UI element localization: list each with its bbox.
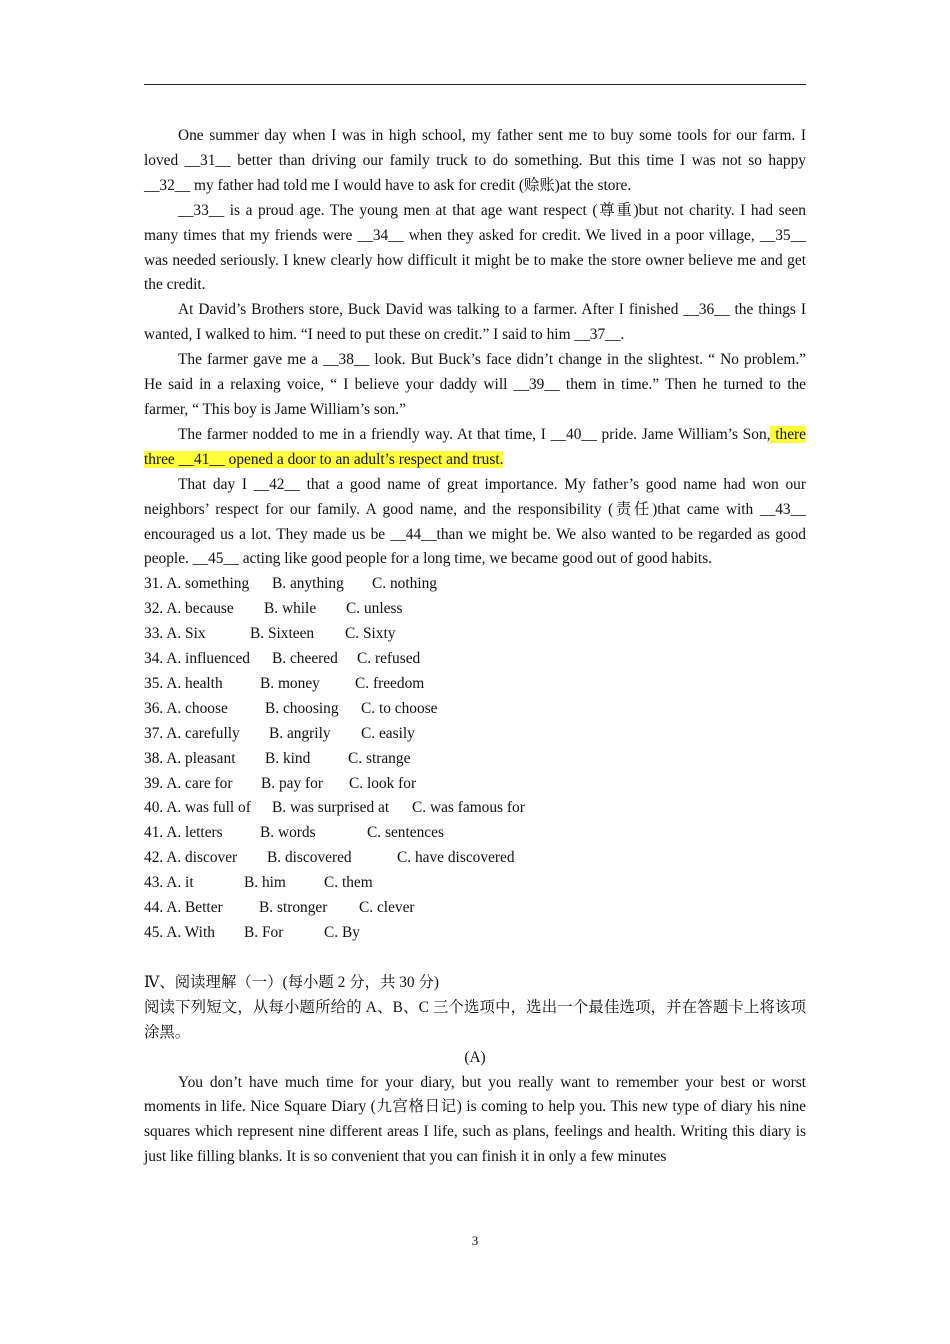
option-c: C. clever (359, 899, 415, 917)
option-c: C. strange (348, 749, 411, 767)
option-b: B. anything (272, 575, 344, 593)
option-row (144, 722, 806, 747)
option-c: C. freedom (355, 674, 425, 692)
paragraph-text: The farmer gave me a __38__ look. But Buck’s face didn’t change in the slightest. “ No problem.” He said in a relaxing voice, “ I believe your daddy will __39__ them in time.” Then he turned to the farmer, “ This boy is Jame William’s son.” (144, 351, 806, 418)
option-a: 41. A. letters (144, 824, 223, 842)
section-title: Ⅳ、阅读理解（一）(每小题 2 分，共 30 分) (144, 973, 439, 991)
reading-section (144, 971, 806, 1170)
option-row (144, 747, 806, 772)
option-row (144, 896, 806, 921)
option-a: 33. A. Six (144, 625, 206, 643)
option-c: C. By (324, 924, 360, 941)
paragraph-text: The farmer nodded to me in a friendly way. At that time, I __40__ pride. Jame William’s Son, (178, 425, 771, 443)
option-b: B. words (260, 824, 316, 842)
option-b: B. stronger (259, 899, 328, 917)
option-c: C. Sixty (345, 625, 396, 643)
option-a: 43. A. it (144, 874, 194, 892)
option-c: C. them (324, 874, 373, 892)
option-b: B. choosing (265, 699, 339, 717)
option-c: C. easily (361, 724, 415, 742)
passage-label: (A) (464, 1048, 486, 1066)
option-b: B. angrily (269, 724, 331, 742)
passage-paragraph-2 (144, 199, 806, 299)
passage-paragraph-5 (144, 423, 806, 473)
option-c: C. was famous for (412, 799, 525, 817)
option-c: C. refused (357, 650, 421, 668)
passage-paragraph-4 (144, 348, 806, 423)
option-b: B. while (264, 600, 317, 618)
option-a: 40. A. was full of (144, 799, 251, 817)
header-rule (144, 84, 806, 85)
option-row (144, 772, 806, 797)
option-b: B. was surprised at (272, 799, 390, 817)
option-row (144, 647, 806, 672)
option-a: 34. A. influenced (144, 650, 250, 668)
option-b: B. Sixteen (250, 625, 315, 643)
option-a: 45. A. With (144, 924, 215, 941)
option-c: C. look for (349, 774, 417, 792)
option-b: B. For (244, 924, 284, 941)
option-c: C. have discovered (397, 849, 515, 867)
option-c: C. unless (346, 600, 403, 618)
paragraph-text: That day I __42__ that a good name of great importance. My father’s good name had won our neighbors’ respect for our family. A good name, and the responsibility (责任)that came with __43__ encouraged us a lot. They made us be __44__than we might be. We also wanted to be regarded as good people. __45__ acting like good people for a long time, we became good out of good habits. (144, 475, 806, 568)
answer-options (144, 572, 806, 946)
reading-paragraph: You don’t have much time for your diary, but you really want to remember your best or worst moments in life. Nice Square Diary (九宫格日记) is coming to help you. This new type of diary his nine squares which represent nine different areas I life, such as plans, feelings and health. Writing this diary is just like filling blanks. It is so convenient that you can finish it in only a few minutes (144, 1073, 806, 1166)
option-a: 39. A. care for (144, 774, 233, 792)
option-a: 44. A. Better (144, 899, 223, 917)
option-b: B. kind (265, 749, 311, 767)
option-b: B. cheered (272, 650, 338, 668)
paragraph-text: One summer day when I was in high school, my father sent me to buy some tools for our farm. I loved __31__ better than driving our family truck to do something. But this time I was not so happy __32__ my father had told me I would have to ask for credit (赊账)at the store. (144, 127, 806, 194)
option-row (144, 672, 806, 697)
option-a: 37. A. carefully (144, 724, 240, 742)
option-row (144, 697, 806, 722)
option-b: B. money (260, 674, 320, 692)
passage-paragraph-3 (144, 298, 806, 348)
option-row (144, 846, 806, 871)
option-b: B. discovered (267, 849, 352, 867)
highlighted-text: there three __41__ opened a door to an adult’s respect and trust. (144, 425, 806, 468)
passage-paragraph-1 (144, 124, 806, 199)
page-number: 3 (471, 1233, 479, 1248)
option-a: 38. A. pleasant (144, 749, 236, 767)
option-a: 35. A. health (144, 674, 223, 692)
cloze-passage (144, 124, 806, 572)
option-c: C. sentences (367, 824, 444, 842)
option-b: B. pay for (261, 774, 323, 792)
option-row (144, 821, 806, 846)
option-row (144, 796, 806, 821)
option-row (144, 871, 806, 896)
paragraph-text: At David’s Brothers store, Buck David was talking to a farmer. After I finished __36__ the things I wanted, I walked to him. “I need to put these on credit.” I said to him __37__. (144, 301, 806, 344)
option-a: 31. A. something (144, 575, 250, 593)
option-c: C. nothing (372, 575, 437, 593)
option-row (144, 597, 806, 622)
option-row (144, 921, 806, 946)
page-content (144, 124, 806, 1170)
paragraph-text: __33__ is a proud age. The young men at that age want respect (尊重)but not charity. I had seen many times that my friends were __34__ when they asked for credit. We lived in a poor village, __35__ was needed seriously. I knew clearly how difficult it might be to make the store owner believe me and get the credit. (144, 201, 806, 294)
passage-paragraph-6 (144, 473, 806, 573)
option-a: 36. A. choose (144, 699, 228, 717)
option-row (144, 622, 806, 647)
option-c: C. to choose (361, 699, 438, 717)
option-row (144, 572, 806, 597)
option-a: 42. A. discover (144, 849, 238, 867)
option-a: 32. A. because (144, 600, 234, 618)
section-instruction: 阅读下列短文，从每小题所给的 A、B、C 三个选项中，选出一个最佳选项，并在答题卡上将该项涂黑。 (144, 998, 806, 1041)
option-b: B. him (244, 874, 286, 892)
